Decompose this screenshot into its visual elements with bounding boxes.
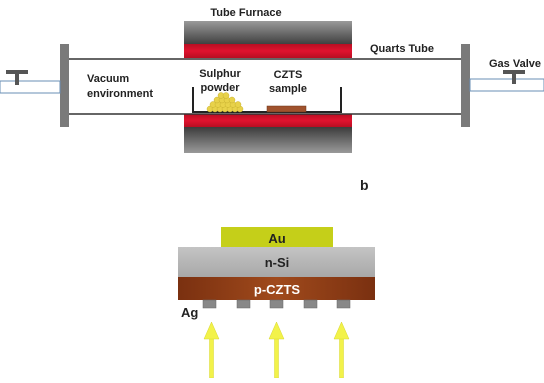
furnace-bottom-heater xyxy=(184,114,352,127)
ag-contact xyxy=(237,300,250,308)
ag-contact xyxy=(270,300,283,308)
au-label: Au xyxy=(268,231,286,246)
left-flange xyxy=(60,44,69,127)
tube-furnace-diagram xyxy=(0,7,544,153)
light-arrow xyxy=(204,322,219,378)
sample-label-line2: sample xyxy=(269,83,307,95)
ag-contacts xyxy=(203,300,350,308)
right-gas-valve xyxy=(470,70,544,91)
device-structure-diagram xyxy=(178,227,375,378)
furnace-top-block xyxy=(184,21,352,45)
sulphur-label-line2: powder xyxy=(200,82,240,94)
left-gas-valve xyxy=(0,70,60,93)
pczts-label: p-CZTS xyxy=(253,282,301,297)
ag-label: Ag xyxy=(181,305,199,320)
nsi-label: n-Si xyxy=(264,255,290,270)
light-arrow xyxy=(334,322,349,378)
quartz-tube-label: Quarts Tube xyxy=(370,43,434,55)
sample-label-line1: CZTS xyxy=(273,69,303,81)
ag-contact xyxy=(304,300,317,308)
gas-valve-label: Gas Valve xyxy=(489,58,541,70)
ag-contact xyxy=(203,300,216,308)
sulphur-label-line1: Sulphur xyxy=(199,68,241,80)
furnace-top-heater xyxy=(184,44,352,58)
panel-label-b: b xyxy=(360,177,369,193)
furnace-label: Tube Furnace xyxy=(210,7,282,19)
right-flange xyxy=(461,44,470,127)
sulphur-powder xyxy=(207,93,243,113)
furnace-bottom-block xyxy=(184,127,352,153)
czts-sample xyxy=(267,106,306,112)
ag-contact xyxy=(337,300,350,308)
vacuum-label-line1: Vacuum xyxy=(87,73,130,85)
vacuum-label-line2: environment xyxy=(87,88,154,100)
light-arrows xyxy=(204,322,349,378)
light-arrow xyxy=(269,322,284,378)
